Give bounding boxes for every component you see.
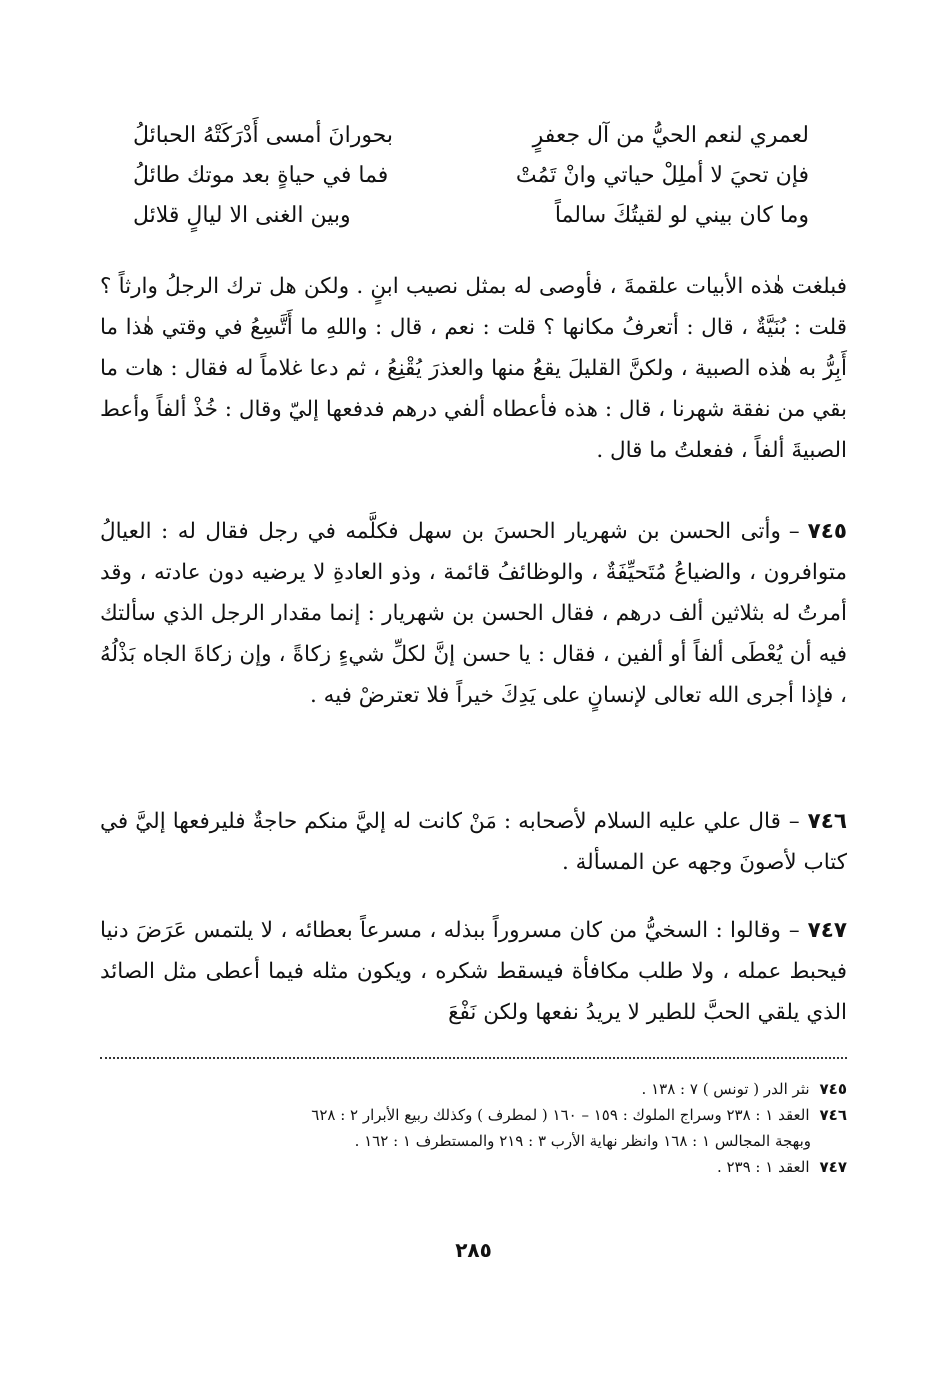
verse-first-hemistich: وما كان بيني لو لقيتُكَ سالماً bbox=[554, 203, 809, 228]
footnote-text: نثر الدر ( تونس ) ٧ : ١٣٨ . bbox=[641, 1080, 810, 1098]
entry-747 bbox=[100, 910, 847, 1033]
footnote bbox=[100, 1102, 847, 1128]
entry-number: ٧٤٦ bbox=[807, 809, 847, 834]
verse-second-hemistich: وبين الغنى الا ليالٍ قلائل bbox=[133, 203, 351, 228]
footnote bbox=[100, 1154, 847, 1180]
entry-dash: – bbox=[788, 809, 800, 834]
narrative-paragraph bbox=[100, 266, 847, 471]
entry-number: ٧٤٧ bbox=[807, 918, 847, 943]
verse-second-hemistich: بحورانَ أمسى أَدْرَكَتْهُ الحبائلُ bbox=[133, 123, 394, 148]
footnote-separator bbox=[100, 1057, 847, 1059]
footnote-continuation bbox=[100, 1128, 847, 1154]
entry-746 bbox=[100, 801, 847, 883]
footnote bbox=[100, 1076, 847, 1102]
paragraph-text: فبلغت هٰذه الأبيات علقمةَ ، فأوصى له بمثل نصيب ابنٍ . ولكن هل ترك الرجلُ وارثاً ؟ قلت : بُنَيَّةٌ ، قال : أتعرفُ مكانها ؟ قلت : نعم ، قال : واللهِ ما أَتَّسِعُ في وقتي هٰذا ما أَبِرُّ به هٰذه الصبية ، ولكنَّ القليلَ يقعُ منها والعذرَ يُقْنِعُ ، ثم دعا غلاماً له فقال : هات ما بقي من نفقة شهرنا ، قال : هذه فأعطاه ألفي درهم فدفعها إليّ وقال : خُذْ ألفاً وأعط الصبيةَ ألفاً ، ففعلتُ ما قال . bbox=[100, 274, 847, 463]
entry-dash: – bbox=[788, 519, 800, 544]
footnote-text: العقد ١ : ٢٣٨ وسراج الملوك : ١٥٩ – ١٦٠ ( لمطرف ) وكذلك ربيع الأبرار ٢ : ٦٢٨ bbox=[311, 1106, 810, 1124]
entry-paragraph bbox=[100, 801, 847, 883]
footnote-number: ٧٤٥ bbox=[819, 1080, 847, 1098]
entry-745 bbox=[100, 511, 847, 716]
entry-text: قال علي عليه السلام لأصحابه : مَنْ كانت له إليَّ منكم حاجةٌ فليرفعها إليَّ في كتاب لأصونَ وجهه عن المسألة . bbox=[100, 809, 847, 875]
entry-number: ٧٤٥ bbox=[807, 519, 847, 544]
verse-first-hemistich: لعمري لنعم الحيُّ من آل جعفرٍ bbox=[532, 123, 809, 148]
verse-first-hemistich: فإن تحيَ لا أملِلْ حياتي وانْ تَمُتْ bbox=[515, 163, 809, 188]
footnote-text: العقد ١ : ٢٣٩ . bbox=[716, 1158, 810, 1176]
entry-paragraph bbox=[100, 910, 847, 1033]
verse-second-hemistich: فما في حياةٍ بعد موتك طائلُ bbox=[133, 163, 389, 188]
footnote-number: ٧٤٦ bbox=[819, 1106, 847, 1124]
poem-verses bbox=[133, 116, 809, 236]
footnote-number: ٧٤٧ bbox=[819, 1158, 847, 1176]
footnote-text: وبهجة المجالس ١ : ١٦٨ وانظر نهاية الأرب ٣ : ٢١٩ والمستطرف ١ : ١٦٢ . bbox=[354, 1132, 811, 1150]
verse-line bbox=[133, 196, 809, 236]
verse-line bbox=[133, 156, 809, 196]
entry-text: وقالوا : السخيُّ من كان مسروراً ببذله ، مسرعاً بعطائه ، لا يلتمس عَرَضَ دنيا فيحبط عمله ، ولا طلب مكافأة فيسقط شكره ، ويكون مثله فيما أعطى مثل الصائد الذي يلقي الحبَّ للطير لا يريدُ نفعها ولكن نَفْعَ bbox=[100, 918, 847, 1025]
entry-paragraph bbox=[100, 511, 847, 716]
page-number: ٢٨٥ bbox=[455, 1238, 492, 1262]
entry-dash: – bbox=[788, 918, 800, 943]
verse-line bbox=[133, 116, 809, 156]
footnotes bbox=[100, 1076, 847, 1180]
entry-text: وأتى الحسن بن شهريار الحسنَ بن سهل فكلَّمه في رجل فقال له : العيالُ متوافرون ، والضياعُ مُتَحيِّفَةٌ ، والوظائفُ قائمة ، وذو العادةِ لا يرضيه دون عادته ، وقد أمرتُ له بثلاثين ألف درهم ، فقال الحسن بن شهريار : إنما مقدار الرجل الذي سألتك فيه أن يُعْطَى ألفاً أو ألفين ، فقال : يا حسن إنَّ لكلِّ شيءٍ زكاةً ، وإن زكاةَ الجاه بَذْلُهُ ، فإذا أجرى الله تعالى لإنسانٍ على يَدِكَ خيراً فلا تعترضْ فيه . bbox=[100, 519, 847, 708]
